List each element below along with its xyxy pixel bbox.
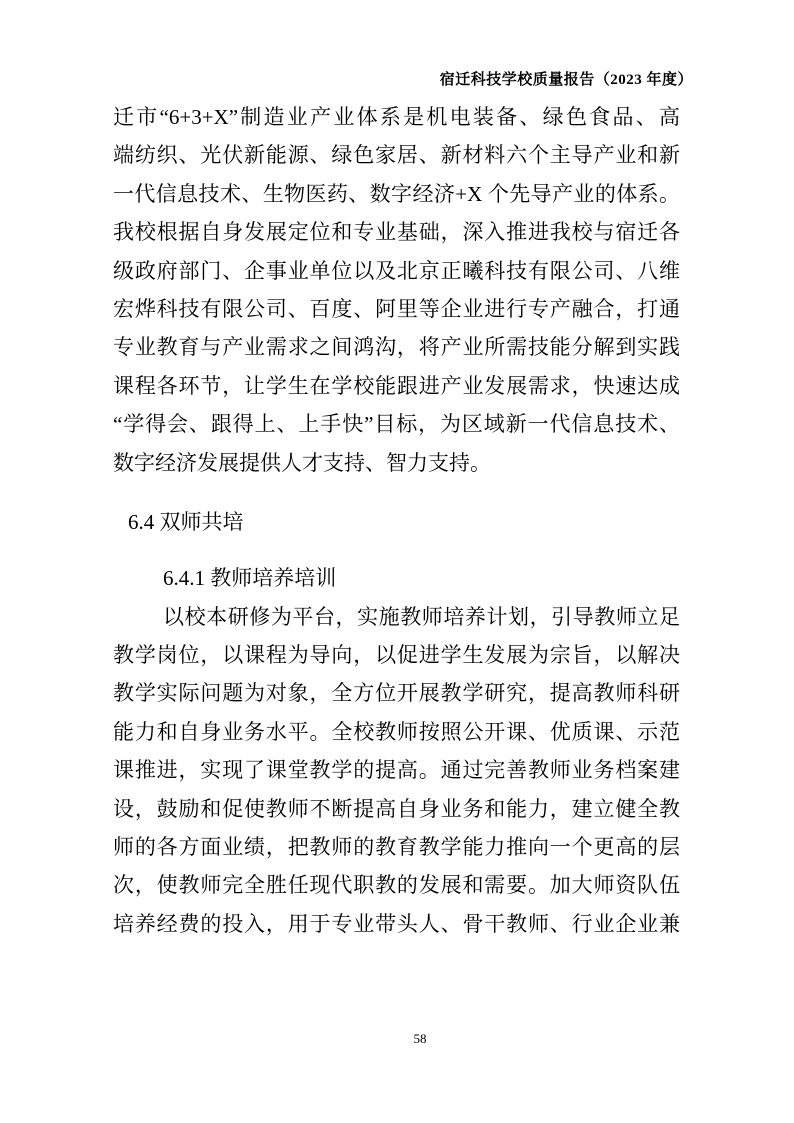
text-line: 次，使教师完全胜任现代职教的发展和需要。加大师资队伍 — [113, 873, 680, 898]
text-line: “学得会、跟得上、上手快”目标，为区域新一代信息技术、 — [113, 412, 680, 437]
page-body — [113, 98, 680, 943]
text-line: 培养经费的投入，用于专业带头人、骨干教师、行业企业兼 — [113, 911, 680, 936]
paragraph-teacher-training — [113, 598, 680, 944]
text-line: 课推进，实现了课堂教学的提高。通过完善教师业务档案建 — [113, 758, 680, 783]
page-number: 58 — [413, 1031, 427, 1046]
text-line: 课程各环节，让学生在学校能跟进产业发展需求，快速达成 — [113, 373, 680, 398]
text-line: 师的各方面业绩，把教师的教育教学能力推向一个更高的层 — [113, 835, 680, 860]
text-line: 以校本研修为平台，实施教师培养计划，引导教师立足 — [163, 604, 680, 629]
page-header — [113, 70, 693, 90]
text-line: 专业教育与产业需求之间鸿沟，将产业所需技能分解到实践 — [113, 335, 680, 360]
text-line: 宏烨科技有限公司、百度、阿里等企业进行专产融合，打通 — [113, 296, 680, 321]
text-line: 教学岗位，以课程为导向，以促进学生发展为宗旨，以解决 — [113, 643, 680, 668]
text-line: 设，鼓励和促使教师不断提高自身业务和能力，建立健全教 — [113, 796, 680, 821]
text-line: 能力和自身业务水平。全校教师按照公开课、优质课、示范 — [113, 719, 680, 744]
subsection-heading-6-4-1: 6.4.1 教师培养培训 — [163, 566, 337, 591]
section-heading-6-4: 6.4 双师共培 — [128, 509, 244, 534]
paragraph-industry-system — [113, 98, 680, 482]
text-line: 数字经济发展提供人才支持、智力支持。 — [113, 450, 491, 475]
text-line: 我校根据自身发展定位和专业基础，深入推进我校与宿迁各 — [113, 220, 680, 245]
page-footer — [23, 1031, 794, 1047]
text-line: 端纺织、光伏新能源、绿色家居、新材料六个主导产业和新 — [113, 143, 680, 168]
text-line: 教学实际问题为对象，全方位开展教学研究，提高教师科研 — [113, 681, 680, 706]
header-title: 宿迁科技学校质量报告（2023 年度） — [439, 72, 693, 88]
text-line: 级政府部门、企事业单位以及北京正曦科技有限公司、八维 — [113, 258, 680, 283]
text-line: 一代信息技术、生物医药、数字经济+X 个先导产业的体系。 — [113, 181, 680, 206]
text-line: 迁市“6+3+X”制造业产业体系是机电装备、绿色食品、高 — [113, 105, 680, 129]
